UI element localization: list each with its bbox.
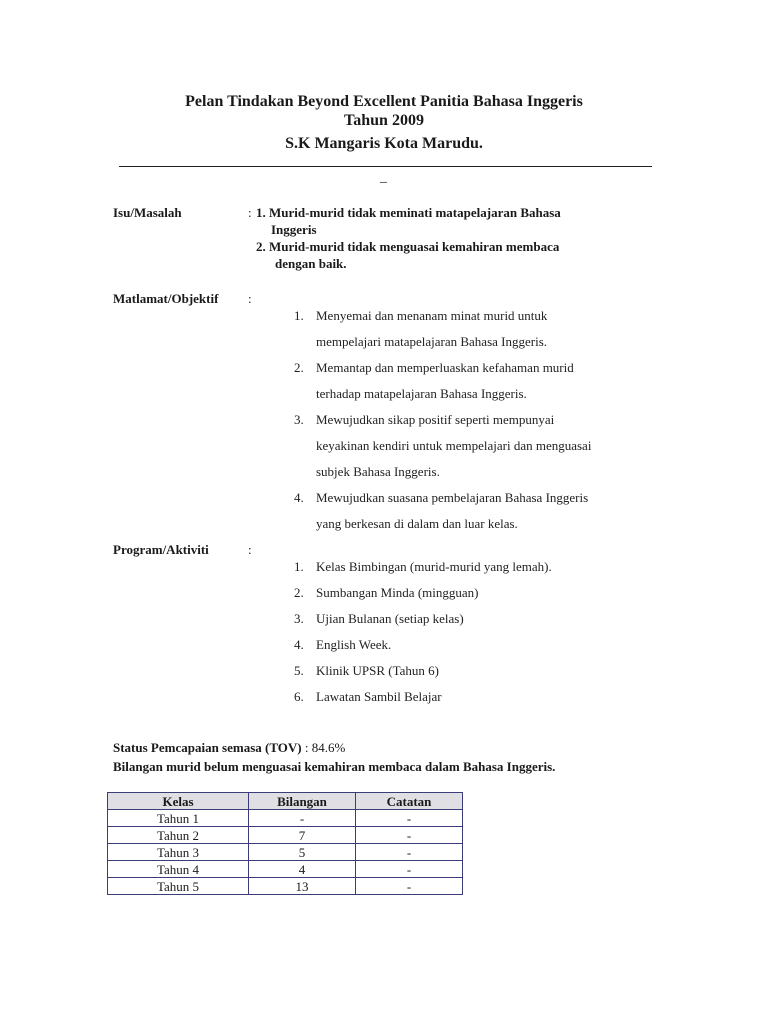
cell-kelas: Tahun 5 [108,878,249,895]
table-row [108,827,463,844]
cell-catatan: - [356,844,463,861]
program-colon: : [248,542,252,557]
list-text: keyakinan kendiri untuk mempelajari dan menguasai [316,438,592,453]
list-number: 3. [294,611,304,626]
isu-item-2-line1: 2. Murid-murid tidak menguasai kemahiran membaca [256,239,560,254]
cell-kelas: Tahun 2 [108,827,249,844]
list-text: Lawatan Sambil Belajar [316,689,442,704]
table-header-row [108,793,463,810]
list-number: 2. [294,360,304,375]
header-kelas: Kelas [108,793,249,810]
school-name: S.K Mangaris Kota Marudu. [285,135,483,152]
table-row [108,844,463,861]
list-number: 1. [294,308,304,323]
document-year: Tahun 2009 [344,112,424,129]
isu-label: Isu/Masalah [113,205,182,220]
list-text: Memantap dan memperluaskan kefahaman murid [316,360,574,375]
cell-bilangan: 4 [249,861,356,878]
table-row [108,810,463,827]
cell-catatan: - [356,861,463,878]
cell-bilangan: 13 [249,878,356,895]
list-number: 4. [294,637,304,652]
isu-item-2-line2: dengan baik. [275,256,347,271]
divider-dash: _ [380,170,387,185]
list-text: mempelajari matapelajaran Bahasa Inggeris. [316,334,548,349]
list-text: Klinik UPSR (Tahun 6) [316,663,439,678]
cell-bilangan: 7 [249,827,356,844]
matlamat-colon: : [248,291,252,306]
table-row [108,878,463,895]
cell-bilangan: 5 [249,844,356,861]
list-text: subjek Bahasa Inggeris. [316,464,440,479]
cell-catatan: - [356,878,463,895]
table-row [108,861,463,878]
bilangan-table [107,792,463,895]
title-divider [119,166,652,167]
isu-item-1-line1: 1. Murid-murid tidak meminati matapelajaran Bahasa [256,205,561,220]
cell-kelas: Tahun 1 [108,810,249,827]
list-text: terhadap matapelajaran Bahasa Inggeris. [316,386,527,401]
status-line [113,740,345,756]
list-text: Sumbangan Minda (mingguan) [316,585,479,600]
cell-kelas: Tahun 4 [108,861,249,878]
cell-catatan: - [356,810,463,827]
header-bilangan: Bilangan [249,793,356,810]
list-text: yang berkesan di dalam dan luar kelas. [316,516,518,531]
isu-item-1-line2: Inggeris [271,222,317,237]
list-text: Kelas Bimbingan (murid-murid yang lemah). [316,559,552,574]
list-number: 2. [294,585,304,600]
list-number: 5. [294,663,304,678]
list-text: Ujian Bulanan (setiap kelas) [316,611,464,626]
list-number: 6. [294,689,304,704]
list-text: Menyemai dan menanam minat murid untuk [316,308,548,323]
cell-bilangan: - [249,810,356,827]
cell-catatan: - [356,827,463,844]
document-title: Pelan Tindakan Beyond Excellent Panitia Bahasa Inggeris [185,93,583,110]
status-label: Status Pemcapaian semasa (TOV) [113,740,302,755]
program-label: Program/Aktiviti [113,542,209,557]
bilangan-heading: Bilangan murid belum menguasai kemahiran membaca dalam Bahasa Inggeris. [113,759,556,774]
list-number: 1. [294,559,304,574]
cell-kelas: Tahun 3 [108,844,249,861]
list-number: 3. [294,412,304,427]
matlamat-label: Matlamat/Objektif [113,291,219,306]
isu-colon: : [248,205,252,220]
header-catatan: Catatan [356,793,463,810]
list-text: English Week. [316,637,392,652]
list-number: 4. [294,490,304,505]
status-value: : 84.6% [304,740,346,755]
list-text: Mewujudkan sikap positif seperti mempunyai [316,412,555,427]
list-text: Mewujudkan suasana pembelajaran Bahasa Inggeris [316,490,589,505]
